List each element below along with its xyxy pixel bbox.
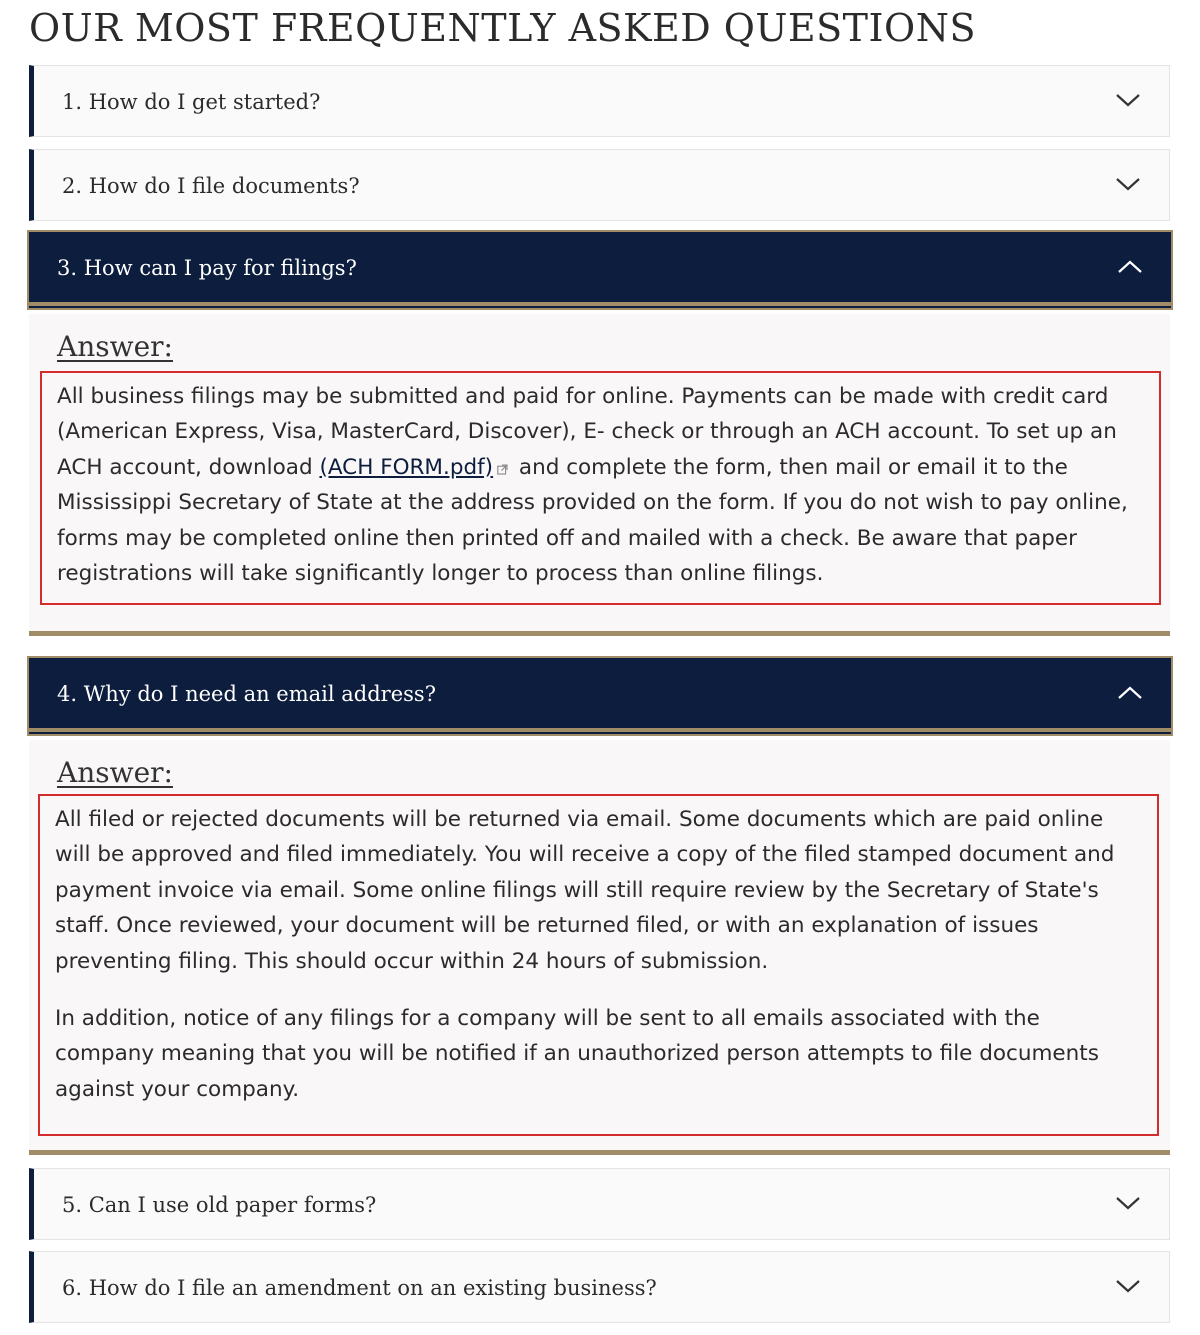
faq-item-5[interactable] <box>29 1168 1170 1240</box>
faq-answer-4 <box>29 740 1170 1155</box>
chevron-down-icon <box>1115 1277 1141 1295</box>
answer-highlight-box <box>40 371 1161 605</box>
faq-question-4: 4. Why do I need an email address? <box>57 682 436 706</box>
faq-answer-3 <box>29 314 1170 636</box>
answer-highlight-box <box>38 794 1159 1136</box>
ach-form-link[interactable]: (ACH FORM.pdf) <box>319 454 494 480</box>
faq-question-6: 6. How do I file an amendment on an existing business? <box>62 1276 657 1300</box>
faq-item-4-header[interactable] <box>27 656 1173 736</box>
faq-question-2: 2. How do I file documents? <box>62 174 360 198</box>
faq-question-3: 3. How can I pay for filings? <box>57 256 357 280</box>
chevron-down-icon <box>1115 1194 1141 1212</box>
faq-item-2[interactable] <box>29 149 1170 221</box>
chevron-down-icon <box>1115 91 1141 109</box>
external-link-icon <box>497 464 508 475</box>
answer-text: All business filings may be submitted and paid for online. Payments can be made with credit card (American Express, Visa, MasterCard, Discover), E- check or through an ACH account. To set up an ACH account, download (ACH FORM.pdf) and complete the form, then mail or email it to the Mississippi Secretary of State at the address provided on the form. If you do not wish to pay online, forms may be completed online then printed off and mailed with a check. Be aware that paper registrations will take significantly longer to process than online filings. <box>57 384 1128 587</box>
faq-question-1: 1. How do I get started? <box>62 90 321 114</box>
answer-paragraph-1: All filed or rejected documents will be returned via email. Some documents which are paid online will be approved and filed immediately. You will receive a copy of the filed stamped document and payment invoice via email. Some online filings will still require review by the Secretary of State's staff. Once reviewed, your document will be returned filed, or with an explanation of issues preventing filing. This should occur within 24 hours of submission. <box>55 807 1115 974</box>
answer-paragraph-2: In addition, notice of any filings for a company will be sent to all emails associated with the company meaning that you will be notified if an unauthorized person attempts to file documents against your company. <box>55 1006 1099 1102</box>
chevron-up-icon <box>1117 258 1143 276</box>
chevron-up-icon <box>1117 684 1143 702</box>
page-title: OUR MOST FREQUENTLY ASKED QUESTIONS <box>29 6 976 50</box>
answer-heading: Answer: <box>57 756 173 789</box>
answer-heading: Answer: <box>57 330 173 363</box>
chevron-down-icon <box>1115 175 1141 193</box>
faq-question-5: 5. Can I use old paper forms? <box>62 1193 377 1217</box>
faq-item-3-header[interactable] <box>27 230 1173 310</box>
faq-item-1[interactable] <box>29 65 1170 137</box>
faq-item-6[interactable] <box>29 1251 1170 1323</box>
